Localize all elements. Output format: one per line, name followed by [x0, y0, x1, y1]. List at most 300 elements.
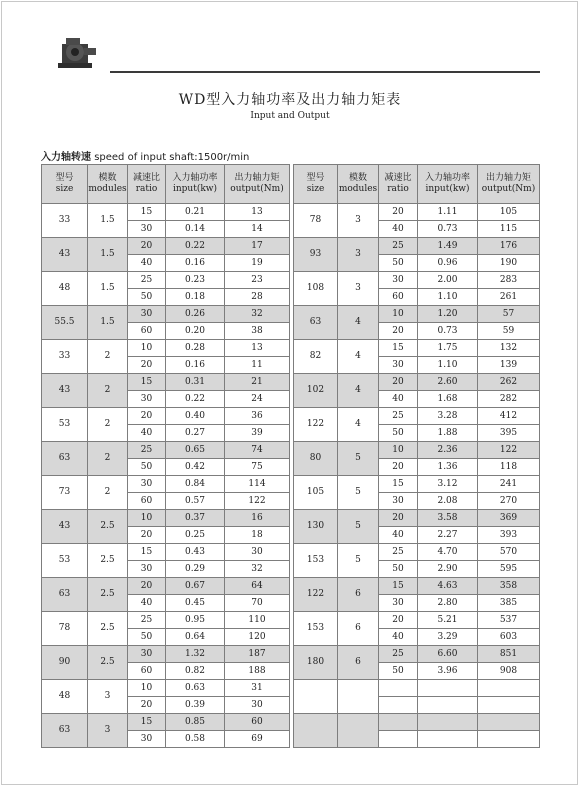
output-nm-cell: 23	[225, 272, 290, 289]
output-nm-cell: 105	[478, 204, 540, 221]
modules-cell: 5	[338, 510, 379, 544]
input-kw-cell: 1.10	[418, 357, 478, 374]
ratio-cell: 25	[379, 238, 418, 255]
modules-cell: 3	[88, 680, 128, 714]
output-nm-cell: 17	[225, 238, 290, 255]
table-row	[294, 714, 540, 731]
input-speed-note	[41, 148, 249, 163]
column-header-en: size	[55, 184, 74, 194]
output-nm-cell	[478, 680, 540, 697]
ratio-cell: 30	[379, 493, 418, 510]
column-header-en: ratio	[387, 184, 409, 194]
output-nm-cell: 188	[225, 663, 290, 680]
input-kw-cell: 2.00	[418, 272, 478, 289]
column-header-en: output(Nm)	[481, 184, 536, 194]
ratio-cell: 25	[379, 646, 418, 663]
modules-cell: 5	[338, 442, 379, 476]
ratio-cell: 30	[379, 272, 418, 289]
modules-cell: 2	[88, 476, 128, 510]
output-nm-cell	[478, 731, 540, 748]
output-nm-cell: 24	[225, 391, 290, 408]
table-row	[294, 442, 540, 459]
table-row	[42, 612, 290, 629]
column-header	[379, 165, 418, 204]
spec-table-right	[293, 164, 540, 748]
input-kw-cell: 3.29	[418, 629, 478, 646]
ratio-cell: 60	[128, 493, 166, 510]
ratio-cell: 20	[128, 408, 166, 425]
size-cell	[294, 680, 338, 714]
output-nm-cell: 38	[225, 323, 290, 340]
output-nm-cell: 190	[478, 255, 540, 272]
ratio-cell: 50	[128, 629, 166, 646]
size-cell: 90	[42, 646, 88, 680]
input-kw-cell: 0.58	[166, 731, 225, 748]
ratio-cell	[379, 697, 418, 714]
size-cell: 82	[294, 340, 338, 374]
input-kw-cell: 0.14	[166, 221, 225, 238]
table-row	[42, 680, 290, 697]
column-header-cn: 模数	[348, 173, 367, 183]
input-kw-cell: 2.80	[418, 595, 478, 612]
size-cell: 48	[42, 680, 88, 714]
table-row	[294, 238, 540, 255]
ratio-cell: 40	[379, 527, 418, 544]
output-nm-cell: 14	[225, 221, 290, 238]
ratio-cell: 50	[128, 289, 166, 306]
size-cell: 122	[294, 408, 338, 442]
modules-cell: 1.5	[88, 272, 128, 306]
output-nm-cell: 30	[225, 544, 290, 561]
input-kw-cell	[418, 680, 478, 697]
ratio-cell: 20	[128, 527, 166, 544]
modules-cell: 2	[88, 374, 128, 408]
size-cell: 53	[42, 544, 88, 578]
modules-cell: 6	[338, 612, 379, 646]
output-nm-cell: 385	[478, 595, 540, 612]
ratio-cell: 10	[379, 306, 418, 323]
header-rule	[110, 71, 540, 73]
output-nm-cell: 283	[478, 272, 540, 289]
output-nm-cell: 262	[478, 374, 540, 391]
ratio-cell	[379, 714, 418, 731]
input-kw-cell: 2.08	[418, 493, 478, 510]
input-kw-cell: 4.70	[418, 544, 478, 561]
input-kw-cell: 0.95	[166, 612, 225, 629]
input-kw-cell: 0.57	[166, 493, 225, 510]
ratio-cell: 30	[128, 391, 166, 408]
ratio-cell	[379, 731, 418, 748]
table-row	[42, 544, 290, 561]
table-row	[42, 204, 290, 221]
table-row	[294, 578, 540, 595]
ratio-cell: 10	[128, 510, 166, 527]
column-header	[294, 165, 338, 204]
input-kw-cell: 0.37	[166, 510, 225, 527]
input-kw-cell: 2.27	[418, 527, 478, 544]
column-header	[225, 165, 290, 204]
table-row	[42, 476, 290, 493]
input-kw-cell: 2.60	[418, 374, 478, 391]
input-kw-cell: 0.67	[166, 578, 225, 595]
size-cell: 102	[294, 374, 338, 408]
ratio-cell: 30	[128, 646, 166, 663]
input-kw-cell: 3.28	[418, 408, 478, 425]
ratio-cell: 50	[379, 561, 418, 578]
page-subtitle: Input and Output	[250, 111, 330, 121]
ratio-cell: 10	[379, 442, 418, 459]
column-header	[42, 165, 88, 204]
table-row	[294, 612, 540, 629]
output-nm-cell: 74	[225, 442, 290, 459]
column-header-cn: 出力轴力矩	[485, 173, 531, 183]
output-nm-cell: 110	[225, 612, 290, 629]
output-nm-cell: 13	[225, 340, 290, 357]
gearbox-logo-icon	[48, 30, 106, 74]
input-kw-cell: 0.45	[166, 595, 225, 612]
output-nm-cell: 32	[225, 561, 290, 578]
input-kw-cell: 0.22	[166, 238, 225, 255]
output-nm-cell: 132	[478, 340, 540, 357]
size-cell: 153	[294, 612, 338, 646]
modules-cell: 2.5	[88, 646, 128, 680]
ratio-cell: 40	[379, 221, 418, 238]
ratio-cell: 40	[379, 391, 418, 408]
input-kw-cell: 3.96	[418, 663, 478, 680]
ratio-cell: 20	[128, 238, 166, 255]
input-kw-cell: 0.84	[166, 476, 225, 493]
ratio-cell: 40	[128, 595, 166, 612]
output-nm-cell: 32	[225, 306, 290, 323]
input-kw-cell: 0.73	[418, 323, 478, 340]
ratio-cell: 25	[128, 612, 166, 629]
size-cell: 43	[42, 238, 88, 272]
modules-cell: 1.5	[88, 306, 128, 340]
modules-cell: 1.5	[88, 204, 128, 238]
output-nm-cell: 270	[478, 493, 540, 510]
modules-cell: 4	[338, 408, 379, 442]
table-row	[294, 272, 540, 289]
size-cell: 43	[42, 374, 88, 408]
input-kw-cell: 0.40	[166, 408, 225, 425]
ratio-cell: 30	[128, 476, 166, 493]
output-nm-cell: 261	[478, 289, 540, 306]
table-row	[42, 510, 290, 527]
input-kw-cell: 0.18	[166, 289, 225, 306]
modules-cell: 4	[338, 374, 379, 408]
column-header-en: modules	[338, 184, 378, 194]
modules-cell	[338, 680, 379, 714]
output-nm-cell: 114	[225, 476, 290, 493]
output-nm-cell: 11	[225, 357, 290, 374]
output-nm-cell: 75	[225, 459, 290, 476]
output-nm-cell: 412	[478, 408, 540, 425]
modules-cell: 2	[88, 408, 128, 442]
table-row	[42, 340, 290, 357]
size-cell: 63	[42, 578, 88, 612]
output-nm-cell: 369	[478, 510, 540, 527]
output-nm-cell: 395	[478, 425, 540, 442]
output-nm-cell: 39	[225, 425, 290, 442]
size-cell: 108	[294, 272, 338, 306]
spec-table-left	[41, 164, 290, 748]
size-cell: 63	[42, 442, 88, 476]
output-nm-cell: 122	[478, 442, 540, 459]
input-speed-text: speed of input shaft:1500r/min	[94, 152, 250, 163]
ratio-cell: 20	[379, 510, 418, 527]
output-nm-cell: 31	[225, 680, 290, 697]
table-row	[42, 238, 290, 255]
ratio-cell: 20	[379, 459, 418, 476]
size-cell: 122	[294, 578, 338, 612]
output-nm-cell	[478, 714, 540, 731]
ratio-cell: 20	[379, 323, 418, 340]
input-kw-cell: 1.10	[418, 289, 478, 306]
input-kw-cell: 2.90	[418, 561, 478, 578]
input-kw-cell	[418, 697, 478, 714]
ratio-cell	[379, 680, 418, 697]
input-kw-cell: 0.63	[166, 680, 225, 697]
modules-cell: 2.5	[88, 578, 128, 612]
modules-cell: 2.5	[88, 612, 128, 646]
modules-cell: 4	[338, 306, 379, 340]
input-kw-cell: 0.82	[166, 663, 225, 680]
output-nm-cell: 537	[478, 612, 540, 629]
size-cell: 53	[42, 408, 88, 442]
column-header	[128, 165, 166, 204]
modules-cell: 3	[88, 714, 128, 748]
ratio-cell: 25	[379, 544, 418, 561]
column-header	[166, 165, 225, 204]
input-kw-cell: 0.42	[166, 459, 225, 476]
modules-cell: 2.5	[88, 544, 128, 578]
table-row	[294, 646, 540, 663]
modules-cell	[338, 714, 379, 748]
ratio-cell: 25	[128, 442, 166, 459]
ratio-cell: 20	[379, 374, 418, 391]
size-cell: 43	[42, 510, 88, 544]
ratio-cell: 20	[128, 357, 166, 374]
size-cell: 93	[294, 238, 338, 272]
output-nm-cell: 120	[225, 629, 290, 646]
column-header-en: output(Nm)	[230, 184, 284, 194]
input-kw-cell: 0.85	[166, 714, 225, 731]
input-kw-cell: 3.12	[418, 476, 478, 493]
column-header-cn: 减速比	[132, 173, 160, 183]
output-nm-cell: 393	[478, 527, 540, 544]
modules-cell: 2	[88, 442, 128, 476]
table-row	[294, 544, 540, 561]
input-kw-cell: 0.23	[166, 272, 225, 289]
ratio-cell: 20	[128, 578, 166, 595]
output-nm-cell: 30	[225, 697, 290, 714]
ratio-cell: 30	[128, 221, 166, 238]
output-nm-cell: 64	[225, 578, 290, 595]
modules-cell: 3	[338, 238, 379, 272]
modules-cell: 3	[338, 272, 379, 306]
column-header-en: input(kw)	[172, 184, 218, 194]
output-nm-cell: 36	[225, 408, 290, 425]
table-row	[294, 340, 540, 357]
ratio-cell: 60	[379, 289, 418, 306]
size-cell	[294, 714, 338, 748]
input-kw-cell: 2.36	[418, 442, 478, 459]
output-nm-cell: 595	[478, 561, 540, 578]
input-kw-cell: 0.65	[166, 442, 225, 459]
size-cell: 180	[294, 646, 338, 680]
table-row	[294, 408, 540, 425]
size-cell: 78	[294, 204, 338, 238]
input-kw-cell	[418, 714, 478, 731]
input-kw-cell: 0.39	[166, 697, 225, 714]
ratio-cell: 15	[379, 476, 418, 493]
ratio-cell: 40	[379, 629, 418, 646]
input-kw-cell: 1.11	[418, 204, 478, 221]
header-row	[294, 165, 540, 204]
table-row	[294, 476, 540, 493]
table-row	[42, 442, 290, 459]
size-cell: 33	[42, 204, 88, 238]
table-row	[294, 306, 540, 323]
output-nm-cell: 18	[225, 527, 290, 544]
input-kw-cell: 0.26	[166, 306, 225, 323]
output-nm-cell: 69	[225, 731, 290, 748]
output-nm-cell: 908	[478, 663, 540, 680]
input-kw-cell: 1.49	[418, 238, 478, 255]
output-nm-cell: 241	[478, 476, 540, 493]
ratio-cell: 60	[128, 663, 166, 680]
input-kw-cell: 5.21	[418, 612, 478, 629]
size-cell: 80	[294, 442, 338, 476]
output-nm-cell: 57	[478, 306, 540, 323]
ratio-cell: 20	[128, 697, 166, 714]
input-kw-cell: 0.96	[418, 255, 478, 272]
column-header-cn: 减速比	[384, 173, 412, 183]
modules-cell: 3	[338, 204, 379, 238]
output-nm-cell: 115	[478, 221, 540, 238]
header-row	[42, 165, 290, 204]
table-row	[42, 306, 290, 323]
column-header-en: modules	[88, 184, 127, 194]
input-kw-cell: 1.36	[418, 459, 478, 476]
size-cell: 78	[42, 612, 88, 646]
output-nm-cell	[478, 697, 540, 714]
input-kw-cell: 4.63	[418, 578, 478, 595]
input-kw-cell: 3.58	[418, 510, 478, 527]
ratio-cell: 15	[379, 340, 418, 357]
size-cell: 33	[42, 340, 88, 374]
ratio-cell: 30	[128, 731, 166, 748]
input-kw-cell: 0.31	[166, 374, 225, 391]
ratio-cell: 30	[128, 561, 166, 578]
output-nm-cell: 118	[478, 459, 540, 476]
input-kw-cell: 0.27	[166, 425, 225, 442]
ratio-cell: 20	[379, 204, 418, 221]
table-row	[294, 374, 540, 391]
size-cell: 105	[294, 476, 338, 510]
input-kw-cell: 1.75	[418, 340, 478, 357]
modules-cell: 4	[338, 340, 379, 374]
size-cell: 73	[42, 476, 88, 510]
column-header	[478, 165, 540, 204]
table-row	[42, 408, 290, 425]
table-row	[42, 578, 290, 595]
modules-cell: 5	[338, 476, 379, 510]
ratio-cell: 20	[379, 612, 418, 629]
output-nm-cell: 570	[478, 544, 540, 561]
modules-cell: 6	[338, 646, 379, 680]
output-nm-cell: 70	[225, 595, 290, 612]
input-kw-cell: 6.60	[418, 646, 478, 663]
ratio-cell: 50	[379, 663, 418, 680]
ratio-cell: 50	[379, 425, 418, 442]
table-row	[294, 510, 540, 527]
input-speed-label: 入力轴转速	[41, 152, 91, 163]
input-kw-cell: 0.73	[418, 221, 478, 238]
ratio-cell: 10	[128, 340, 166, 357]
table-row	[294, 680, 540, 697]
ratio-cell: 15	[128, 714, 166, 731]
modules-cell: 5	[338, 544, 379, 578]
modules-cell: 2	[88, 340, 128, 374]
output-nm-cell: 59	[478, 323, 540, 340]
output-nm-cell: 139	[478, 357, 540, 374]
output-nm-cell: 603	[478, 629, 540, 646]
output-nm-cell: 851	[478, 646, 540, 663]
ratio-cell: 15	[128, 204, 166, 221]
input-kw-cell	[418, 731, 478, 748]
column-header-cn: 出力轴力矩	[234, 173, 280, 183]
column-header-en: ratio	[135, 184, 158, 194]
ratio-cell: 60	[128, 323, 166, 340]
input-kw-cell: 0.43	[166, 544, 225, 561]
page-title: WD型入力轴功率及出力轴力矩表	[178, 92, 402, 108]
table-row	[294, 204, 540, 221]
column-header-en: input(kw)	[425, 184, 470, 194]
input-kw-cell: 1.88	[418, 425, 478, 442]
column-header-cn: 型号	[306, 173, 325, 183]
ratio-cell: 50	[128, 459, 166, 476]
ratio-cell: 40	[128, 425, 166, 442]
column-header-cn: 入力轴功率	[172, 173, 218, 183]
column-header-cn: 模数	[98, 173, 117, 183]
table-row	[42, 272, 290, 289]
ratio-cell: 30	[128, 306, 166, 323]
input-kw-cell: 0.22	[166, 391, 225, 408]
ratio-cell: 30	[379, 357, 418, 374]
input-kw-cell: 0.25	[166, 527, 225, 544]
modules-cell: 1.5	[88, 238, 128, 272]
ratio-cell: 25	[379, 408, 418, 425]
input-kw-cell: 1.32	[166, 646, 225, 663]
size-cell: 48	[42, 272, 88, 306]
output-nm-cell: 122	[225, 493, 290, 510]
ratio-cell: 50	[379, 255, 418, 272]
output-nm-cell: 282	[478, 391, 540, 408]
ratio-cell: 10	[128, 680, 166, 697]
input-kw-cell: 1.68	[418, 391, 478, 408]
output-nm-cell: 13	[225, 204, 290, 221]
column-header	[418, 165, 478, 204]
output-nm-cell: 19	[225, 255, 290, 272]
column-header-cn: 型号	[55, 173, 74, 183]
size-cell: 153	[294, 544, 338, 578]
ratio-cell: 15	[379, 578, 418, 595]
column-header-cn: 入力轴功率	[424, 173, 470, 183]
output-nm-cell: 176	[478, 238, 540, 255]
ratio-cell: 40	[128, 255, 166, 272]
output-nm-cell: 21	[225, 374, 290, 391]
